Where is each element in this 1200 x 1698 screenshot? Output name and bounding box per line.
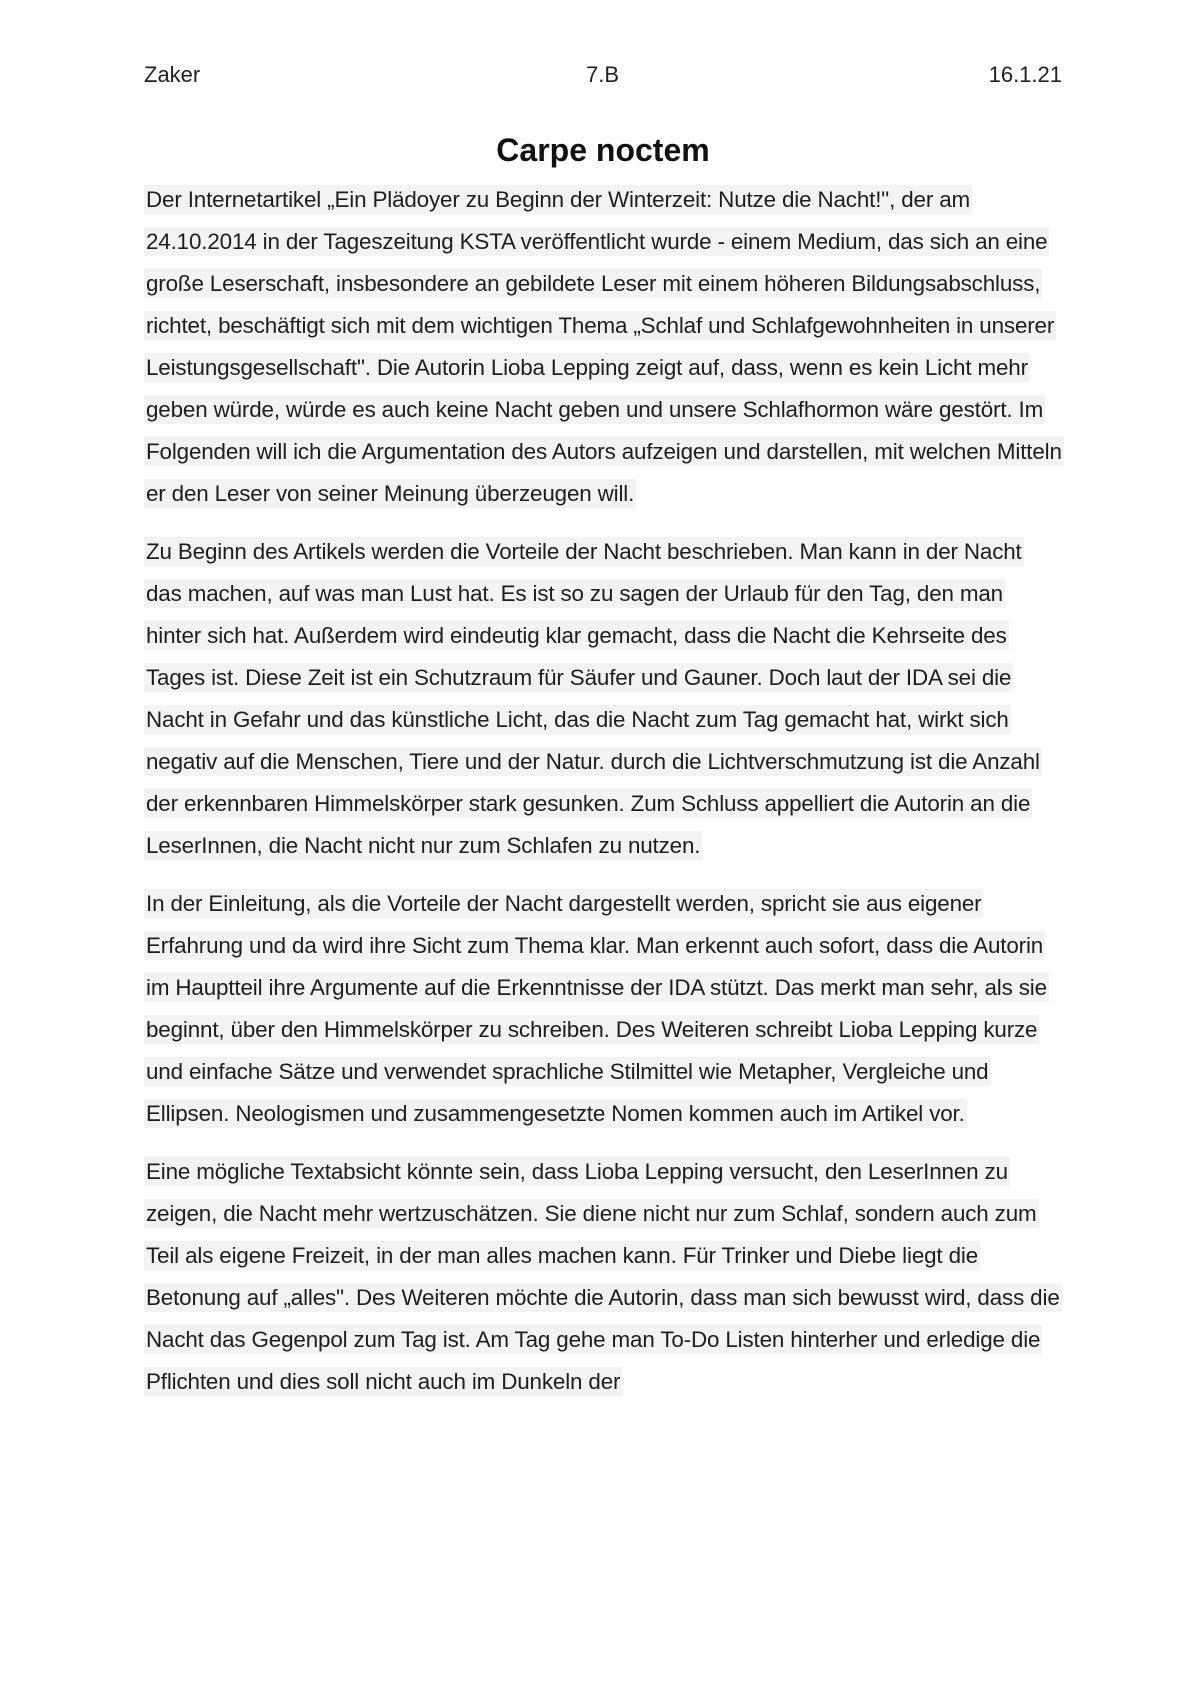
document-title: Carpe noctem — [496, 132, 710, 168]
paragraph-text: Der Internetartikel „Ein Plädoyer zu Beginn der Winterzeit: Nutze die Nacht!", der am 24.10.2014 in der Tageszeitung KSTA veröffentlicht wurde - einem Medium, das sich an eine große Leserschaft, insbesondere an gebildete Leser mit einem höheren Bildungsabschluss, richtet, beschäftigt sich mit dem wichtigen Thema „Schlaf und Schlafgewohnheiten in unserer Leistungsgesellschaft". Die Autorin Lioba Lepping zeigt auf, dass, wenn es kein Licht mehr geben würde, würde es auch keine Nacht geben und unsere Schlafhormon wäre gestört. Im Folgenden will ich die Argumentation des Autors aufzeigen und darstellen, mit welchen Mitteln er den Leser von seiner Meinung überzeugen will. — [146, 187, 1062, 506]
class-label: 7.B — [586, 62, 620, 87]
document-date: 16.1.21 — [988, 62, 1062, 87]
paragraph-analysis — [144, 883, 1062, 1135]
paragraph-intention — [144, 1151, 1062, 1403]
paragraph-text: Eine mögliche Textabsicht könnte sein, dass Lioba Lepping versucht, den LeserInnen zu zeigen, die Nacht mehr wertzuschätzen. Sie diene nicht nur zum Schlaf, sondern auch zum Teil als eigene Freizeit, in der man alles machen kann. Für Trinker und Diebe liegt die Betonung auf „alles". Des Weiteren möchte die Autorin, dass man sich bewusst wird, dass die Nacht das Gegenpol zum Tag ist. Am Tag gehe man To-Do Listen hinterher und erledige die Pflichten und dies soll nicht auch im Dunkeln der — [146, 1159, 1060, 1394]
paragraph-introduction — [144, 179, 1062, 515]
author-name: Zaker — [144, 62, 201, 87]
paragraph-text: Zu Beginn des Artikels werden die Vorteile der Nacht beschrieben. Man kann in der Nacht das machen, auf was man Lust hat. Es ist so zu sagen der Urlaub für den Tag, den man hinter sich hat. Außerdem wird eindeutig klar gemacht, dass die Nacht die Kehrseite des Tages ist. Diese Zeit ist ein Schutzraum für Säufer und Gauner. Doch laut der IDA sei die Nacht in Gefahr und das künstliche Licht, das die Nacht zum Tag gemacht hat, wirkt sich negativ auf die Menschen, Tiere und der Natur. durch die Lichtverschmutzung ist die Anzahl der erkennbaren Himmelskörper stark gesunken. Zum Schluss appelliert die Autorin an die LeserInnen, die Nacht nicht nur zum Schlafen zu nutzen. — [146, 539, 1040, 858]
document-header — [144, 62, 1062, 106]
document-page — [144, 62, 1062, 1419]
paragraph-text: In der Einleitung, als die Vorteile der Nacht dargestellt werden, spricht sie aus eigener Erfahrung und da wird ihre Sicht zum Thema klar. Man erkennt auch sofort, dass die Autorin im Hauptteil ihre Argumente auf die Erkenntnisse der IDA stützt. Das merkt man sehr, als sie beginnt, über den Himmelskörper zu schreiben. Des Weiteren schreibt Lioba Lepping kurze und einfache Sätze und verwendet sprachliche Stilmittel wie Metapher, Vergleiche und Ellipsen. Neologismen und zusammengesetzte Nomen kommen auch im Artikel vor. — [146, 891, 1047, 1126]
paragraph-summary — [144, 531, 1062, 867]
